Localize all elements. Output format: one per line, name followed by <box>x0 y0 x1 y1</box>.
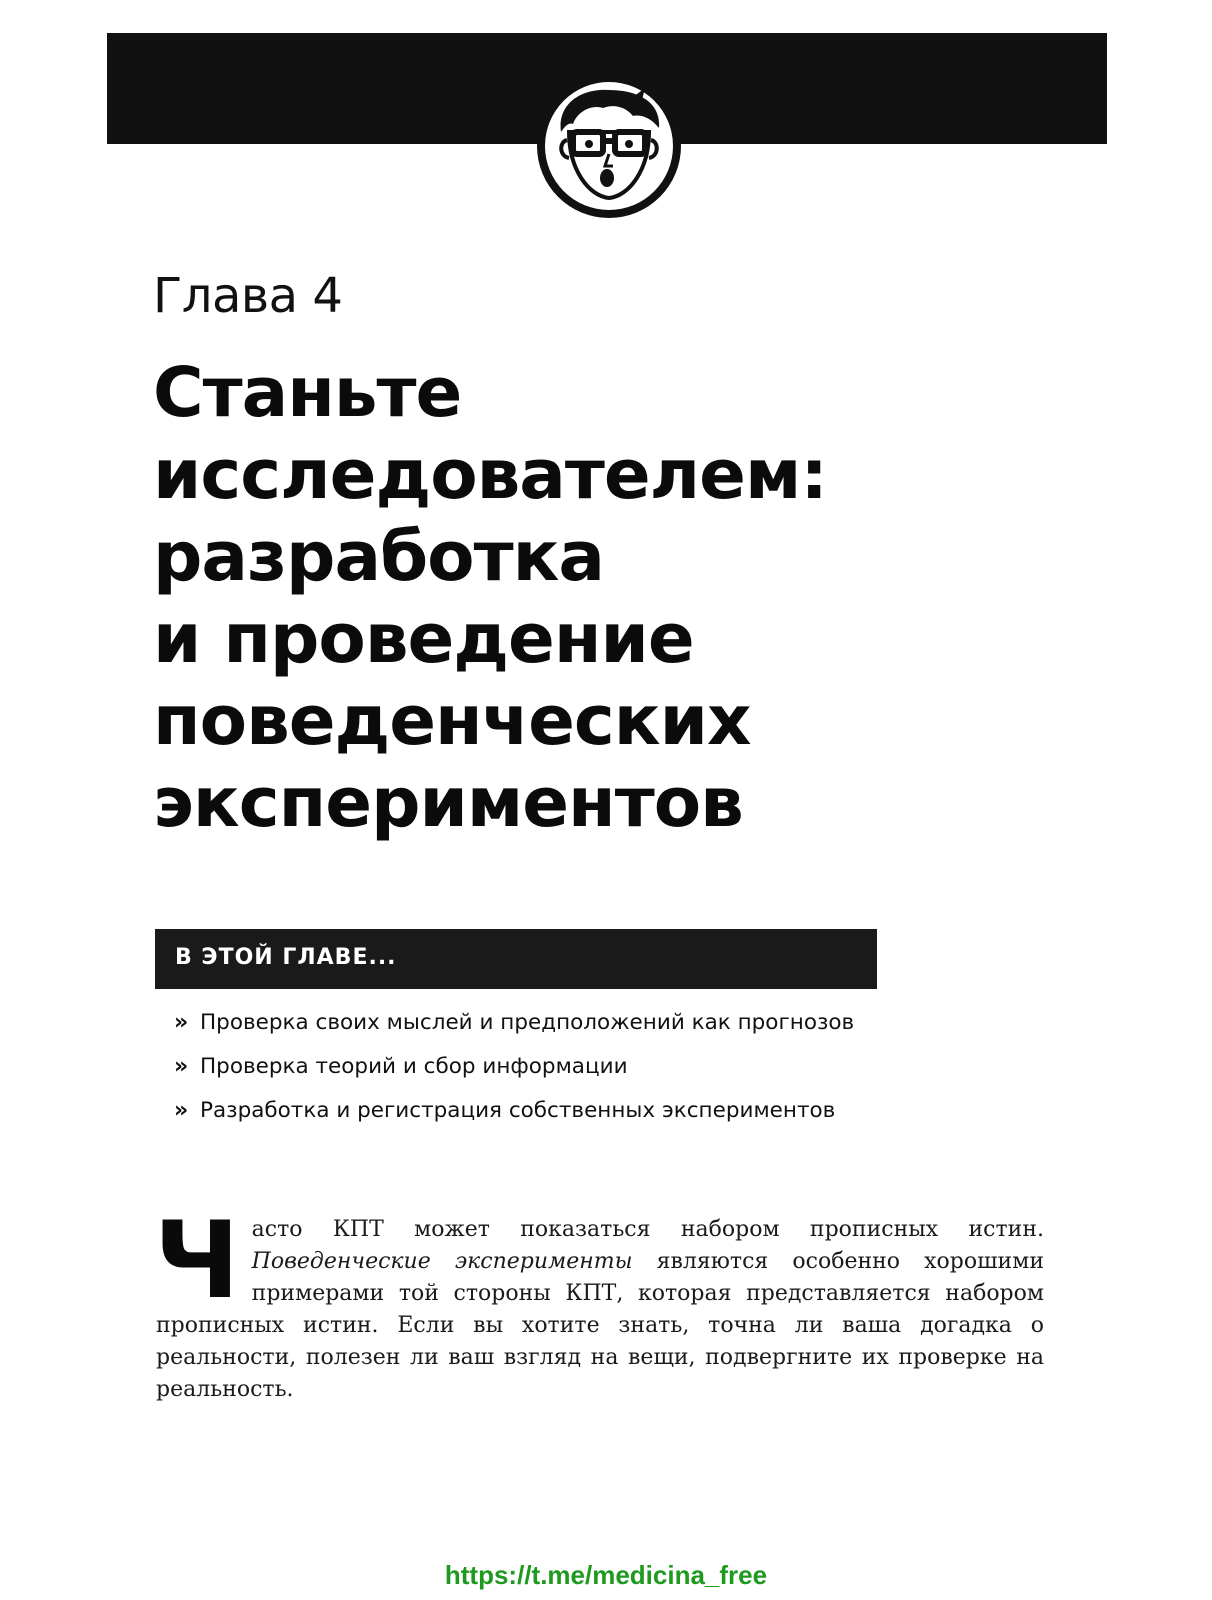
chapter-title-line: разработка <box>153 517 604 597</box>
bullet-icon: » <box>174 1097 189 1123</box>
intro-text-italic: Поведенческие эксперименты <box>251 1249 633 1274</box>
dummies-guy-icon <box>533 70 685 222</box>
bullet-icon: » <box>174 1009 189 1035</box>
topic-text: Разработка и регистрация собственных экспериментов <box>200 1097 836 1123</box>
intro-text-start: асто КПТ может показаться набором прописных истин. <box>251 1217 1044 1242</box>
chapter-title-line: Станьте <box>153 353 462 433</box>
intro-text <box>154 1199 1044 1406</box>
chapter-topics-list <box>174 1000 854 1132</box>
topic-text: Проверка теорий и сбор информации <box>200 1053 628 1079</box>
chapter-number: Глава 4 <box>153 268 343 324</box>
drop-cap: Ч <box>154 1199 240 1322</box>
footer-link[interactable]: https://t.me/medicina_free <box>444 1560 768 1590</box>
chapter-title-line: экспериментов <box>153 763 743 843</box>
list-item <box>174 1000 854 1044</box>
intro-text-end: являются особенно хорошими примерами той стороны КПТ, которая представляется набором прописных истин. Если вы хотите знать, точна ли ваша догадка о реальности, полезен ли ваш взгляд на вещи, подвергните их проверке на реальность. <box>156 1249 1044 1402</box>
chapter-title-line: и проведение <box>153 599 694 679</box>
list-item <box>174 1088 854 1132</box>
in-this-chapter-heading: В ЭТОЙ ГЛАВЕ... <box>175 945 397 970</box>
list-item <box>174 1044 854 1088</box>
topic-text: Проверка своих мыслей и предположений как прогнозов <box>200 1009 855 1035</box>
chapter-title <box>153 352 1053 844</box>
bullet-icon: » <box>174 1053 189 1079</box>
chapter-title-line: поведенческих <box>153 681 751 761</box>
in-this-chapter-banner <box>155 929 877 989</box>
chapter-title-line: исследователем: <box>153 435 827 515</box>
intro-paragraph <box>154 1199 1044 1406</box>
